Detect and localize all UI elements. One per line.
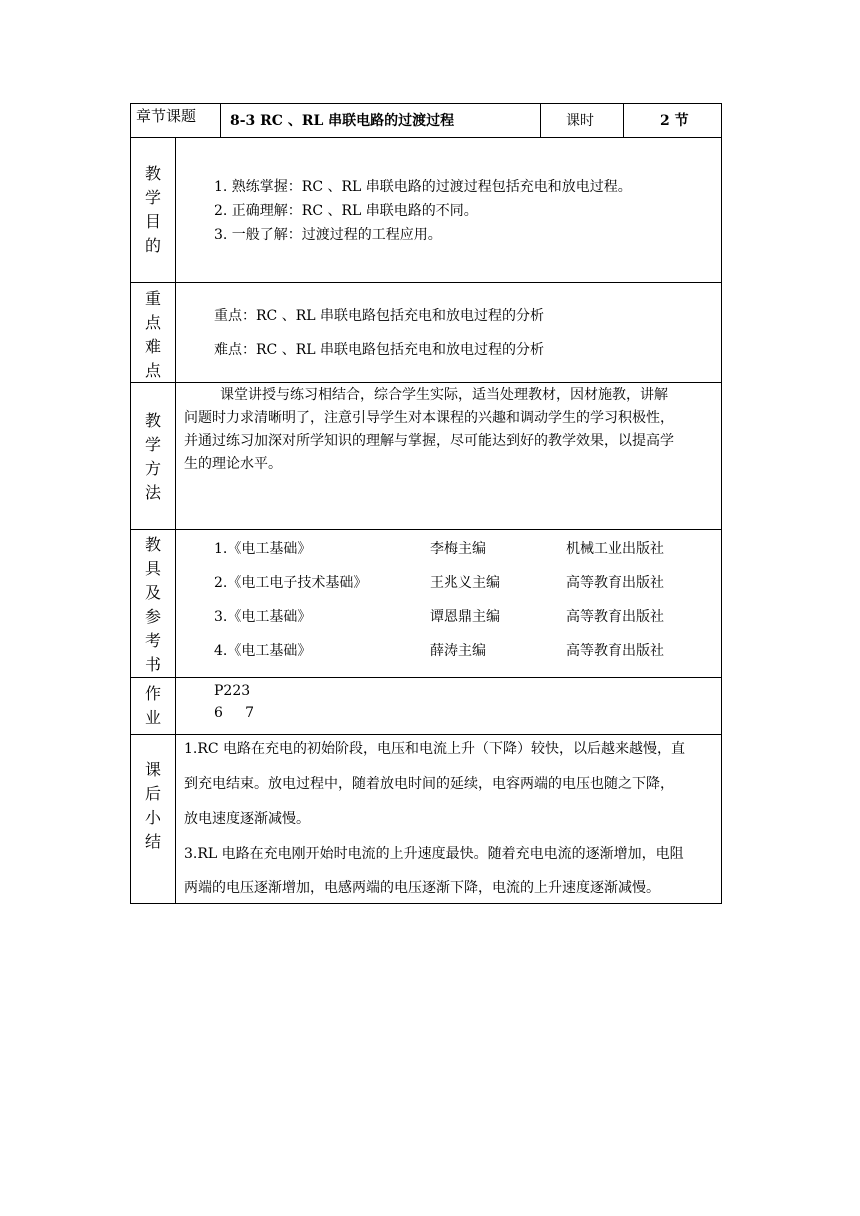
table-border-right (721, 103, 722, 904)
objective-item: 1. 熟练掌握：RC 、RL 串联电路的过渡过程包括充电和放电过程。 (214, 179, 632, 195)
book-author: 谭恩鼎主编 (430, 609, 500, 625)
keypoints-label: 重 点 难 点 (144, 289, 161, 380)
topic-title: 8-3 RC 、RL 串联电路的过渡过程 (230, 113, 455, 129)
difficult-point: 难点：RC 、RL 串联电路包括充电和放电过程的分析 (214, 342, 544, 358)
methods-label: 教 学 方 法 (144, 411, 161, 502)
row-divider-keypoints (130, 382, 722, 383)
methods-line: 并通过练习加深对所学知识的理解与掌握，尽可能达到好的教学效果，以提高学 (184, 433, 674, 449)
book-title: 3.《电工基础》 (214, 609, 312, 625)
references-label: 教 具 及 参 考 书 (144, 535, 161, 674)
book-author: 薛涛主编 (430, 643, 486, 659)
header-divider-2 (540, 103, 541, 137)
summary-line: 放电速度逐渐减慢。 (184, 811, 310, 827)
table-border-bottom (130, 903, 722, 904)
book-publisher: 高等教育出版社 (566, 575, 664, 591)
summary-line: 3.RL 电路在充电刚开始时电流的上升速度最快。随着充电电流的逐渐增加，电阻 (184, 846, 684, 862)
methods-line: 问题时力求清晰明了，注意引导学生对本课程的兴趣和调动学生的学习积极性， (184, 410, 674, 426)
table-border-top (130, 103, 722, 104)
row-divider-methods (130, 529, 722, 530)
methods-line: 课堂讲授与练习相结合，综合学生实际，适当处理教材，因材施教，讲解 (220, 387, 668, 403)
book-publisher: 机械工业出版社 (566, 541, 664, 557)
homework-label: 作 业 (144, 684, 161, 727)
header-divider-3 (623, 103, 624, 137)
homework-problems: 6 7 (214, 705, 255, 721)
objective-item: 3. 一般了解：过渡过程的工程应用。 (214, 227, 442, 243)
book-title: 1.《电工基础》 (214, 541, 312, 557)
row-divider-homework (130, 734, 722, 735)
summary-line: 1.RC 电路在充电的初始阶段，电压和电流上升（下降）较快，以后越来越慢，直 (184, 741, 686, 757)
book-author: 李梅主编 (430, 541, 486, 557)
chapter-label: 章节课题 (136, 107, 197, 125)
summary-line: 两端的电压逐渐增加，电感两端的电压逐渐下降，电流的上升速度逐渐减慢。 (184, 880, 660, 896)
row-divider-references (130, 677, 722, 678)
book-author: 王兆义主编 (430, 575, 500, 591)
objective-item: 2. 正确理解：RC 、RL 串联电路的不同。 (214, 203, 478, 219)
homework-page: P223 (214, 683, 251, 699)
label-column-divider (175, 137, 176, 904)
hours-label: 课时 (566, 113, 594, 129)
book-publisher: 高等教育出版社 (566, 643, 664, 659)
summary-label: 课 后 小 结 (144, 760, 161, 851)
methods-line: 生的理论水平。 (184, 456, 282, 472)
header-divider-1 (220, 103, 221, 137)
book-title: 2.《电工电子技术基础》 (214, 575, 368, 591)
book-publisher: 高等教育出版社 (566, 609, 664, 625)
hours-value: 2 节 (660, 113, 689, 129)
key-point: 重点：RC 、RL 串联电路包括充电和放电过程的分析 (214, 308, 544, 324)
row-divider-objectives (130, 282, 722, 283)
summary-line: 到充电结束。放电过程中，随着放电时间的延续，电容两端的电压也随之下降， (184, 776, 674, 792)
objectives-label: 教 学 目 的 (144, 164, 161, 255)
book-title: 4.《电工基础》 (214, 643, 312, 659)
row-divider-header (130, 137, 722, 138)
